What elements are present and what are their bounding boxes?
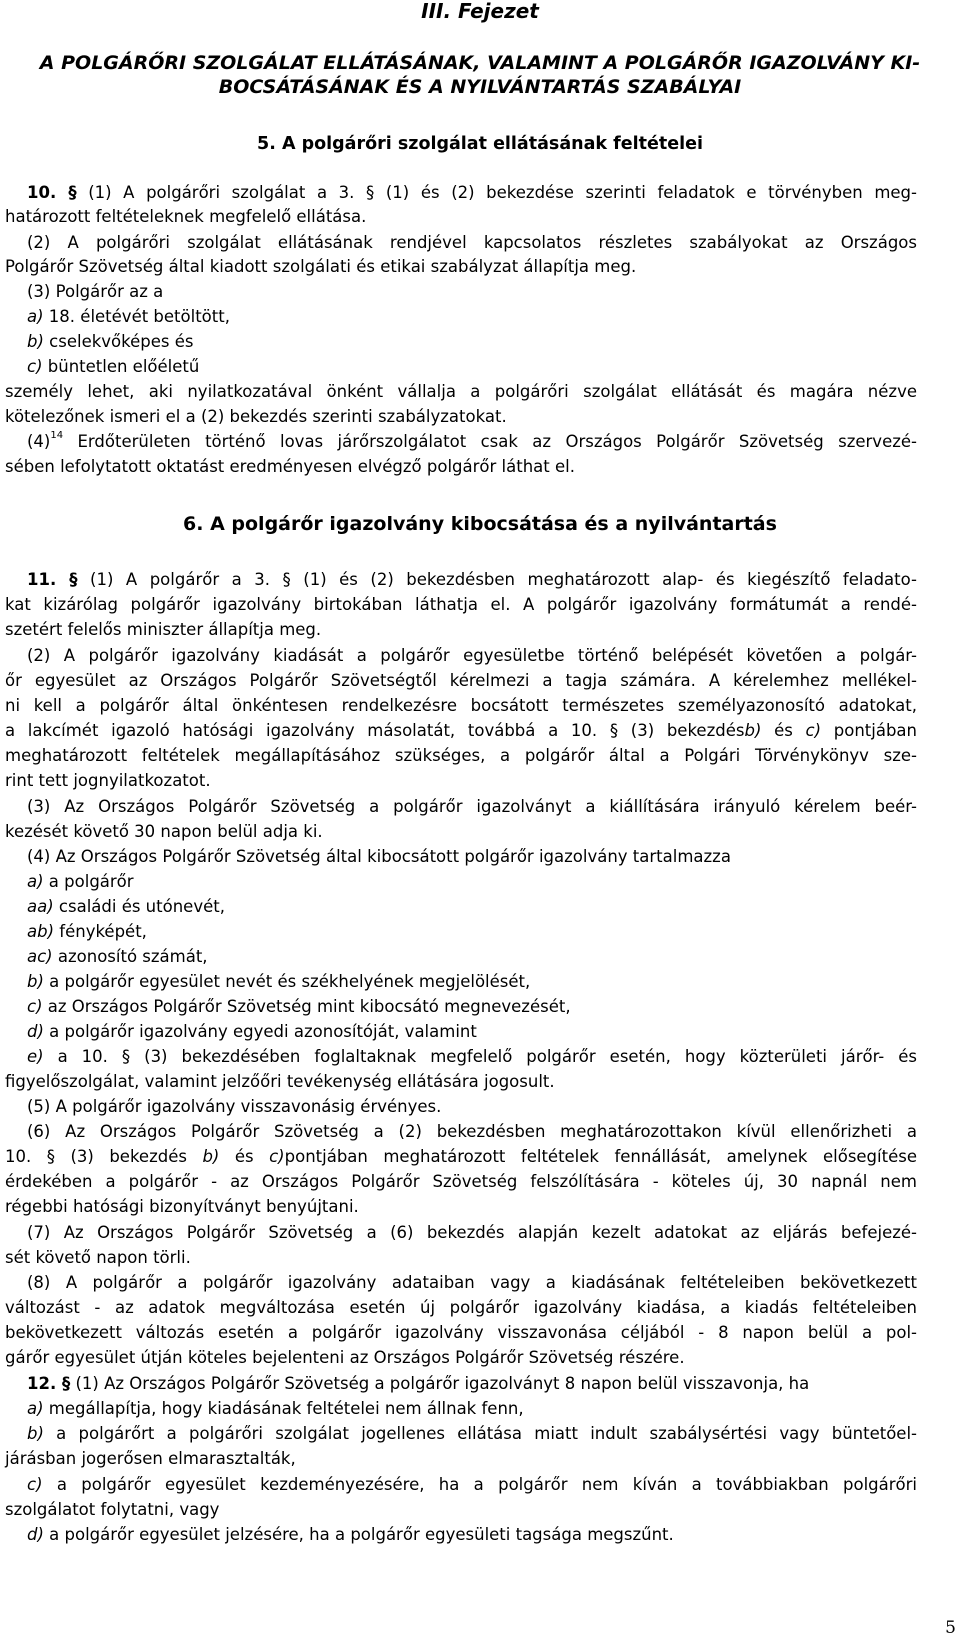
paragraph-10-3-line: kötelezőnek ismeri el a (2) bekezdés szerinti szabályzatokat.: [5, 407, 507, 426]
paragraph-11-6-line: (6) Az Országos Polgárőr Szövetség a (2) bekezdésben meghatározottakon kívül ellenőrizheti a: [27, 1122, 917, 1141]
paragraph-11-7-line: (7) Az Országos Polgárőr Szövetség a (6) bekezdés alapján kezelt adatokat az eljárás befejezé-: [27, 1223, 917, 1242]
paragraph-11-4-line: (4) Az Országos Polgárőr Szövetség által kibocsátott polgárőr igazolvány tartalmazza: [27, 847, 731, 866]
chapter-heading: III. Fejezet: [421, 0, 539, 23]
paragraph-11-2-line: ni kell a polgárőr által önkéntesen rendelkezésre bocsátott természetes személyazonosító adatokat,: [5, 696, 917, 715]
list-item: aa) családi és utónevét,: [27, 897, 225, 916]
paragraph-12-1-line: szolgálatot folytatni, vagy: [5, 1500, 220, 1519]
paragraph-11-8-line: (8) A polgárőr a polgárőr igazolvány adataiban vagy a kiadásának feltételeiben bekövetkezett: [27, 1273, 917, 1292]
list-item: c) a polgárőr egyesület kezdeményezésére, ha a polgárőr nem kíván a továbbiakban polgárőri: [27, 1475, 917, 1494]
paragraph-11-2-line: őr egyesület az Országos Polgárőr Szövetségtől kérelmezi a tagja számára. A kérelemhez mellékel-: [5, 671, 917, 690]
footnote-reference: 14: [50, 430, 64, 441]
list-item: c) az Országos Polgárőr Szövetség mint kibocsátó megnevezését,: [27, 997, 571, 1016]
section-5-heading: 5. A polgárőri szolgálat ellátásának feltételei: [257, 134, 703, 154]
section-6-heading: 6. A polgárőr igazolvány kibocsátása és a nyilvántartás: [183, 513, 777, 535]
list-item: a) megállapítja, hogy kiadásának feltételei nem állnak fenn,: [27, 1399, 524, 1418]
paragraph-11-3-line: kezését követő 30 napon belül adja ki.: [5, 822, 323, 841]
paragraph-12-1-line: 12. § (1) Az Országos Polgárőr Szövetség a polgárőr igazolványt 8 napon belül visszavonja, ha: [27, 1374, 810, 1393]
chapter-title-line-2: BOCSÁTÁSÁNAK ÉS A NYILVÁNTARTÁS SZABÁLYAI: [218, 76, 742, 98]
paragraph-11-1-line: 11. § (1) A polgárőr a 3. § (1) és (2) bekezdésben meghatározott alap- és kiegészítő feladato-: [27, 570, 917, 589]
paragraph-10-3-line: személy lehet, aki nyilatkozatával önként vállalja a polgárőri szolgálat ellátását és magára nézve: [5, 382, 917, 401]
paragraph-11-2-line: (2) A polgárőr igazolvány kiadását a polgárőr egyesületbe történő belépését követően a polgár-: [27, 646, 917, 665]
list-item: b) a polgárőr egyesület nevét és székhelyének megjelölését,: [27, 972, 531, 991]
paragraph-10-4-line: $(4)^{14}$ Erdőterületen történő lovas járőrszolgálatot csak az Országos Polgárőr Szövetség szervezé-: [27, 430, 917, 451]
list-item: ac) azonosító számát,: [27, 947, 208, 966]
paragraph-11-1-line: szetért felelős miniszter állapítja meg.: [5, 620, 322, 639]
list-item: b) cselekvőképes és: [27, 332, 194, 351]
paragraph-number: 12. §: [27, 1374, 71, 1393]
page-number: 5: [945, 1618, 956, 1638]
paragraph-11-2-line: meghatározott feltételek megállapításához szükséges, a polgárőr által a Polgári Törvénykönyv sze-: [5, 746, 917, 765]
list-item: d) a polgárőr egyesület jelzésére, ha a polgárőr egyesületi tagsága megszűnt.: [27, 1525, 674, 1544]
list-item: a) a polgárőr: [27, 872, 134, 891]
paragraph-10-2-line: (2) A polgárőri szolgálat ellátásának rendjével kapcsolatos részletes szabályokat az Országos: [27, 233, 917, 252]
paragraph-11-7-line: sét követő napon törli.: [5, 1248, 191, 1267]
paragraph-11-2-line: rint tett jognyilatkozatot.: [5, 771, 211, 790]
list-item: b) a polgárőrt a polgárőri szolgálat jogellenes ellátása miatt indult szabálysértési vagy büntetőel-: [27, 1424, 917, 1443]
paragraph-11-5-line: (5) A polgárőr igazolvány visszavonásig érvényes.: [27, 1097, 442, 1116]
paragraph-10-2-line: Polgárőr Szövetség által kiadott szolgálati és etikai szabályzat állapítja meg.: [5, 257, 637, 276]
chapter-title-line-1: A POLGÁRŐRI SZOLGÁLAT ELLÁTÁSÁNAK, VALAMINT A POLGÁRŐR IGAZOLVÁNY KI-: [39, 52, 921, 74]
paragraph-number: 11. §: [27, 570, 78, 589]
list-item: ab) fényképét,: [27, 922, 147, 941]
list-item: e) a 10. § (3) bekezdésében foglaltaknak megfelelő polgárőr esetén, hogy közterületi járőr- és: [27, 1047, 917, 1066]
paragraph-10-1-line: 10. § (1) A polgárőri szolgálat a 3. § (1) és (2) bekezdése szerinti feladatok e törvényben meg-: [27, 183, 917, 202]
paragraph-10-4-line: sében lefolytatott oktatást eredményesen elvégző polgárőr láthat el.: [5, 457, 575, 476]
paragraph-11-4-line: figyelőszolgálat, valamint jelzőőri tevékenység ellátására jogosult.: [5, 1072, 555, 1091]
paragraph-11-8-line: bekövetkezett változás esetén a polgárőr igazolvány visszavonása céljából - 8 napon belül a pol-: [5, 1323, 917, 1342]
paragraph-10-3-line: (3) Polgárőr az a: [27, 282, 164, 301]
paragraph-11-2-line: a lakcímét igazoló hatósági igazolvány másolatát, továbbá a 10. § (3) bekezdésb) és c) pontjában: [5, 721, 917, 740]
paragraph-11-6-line: 10. § (3) bekezdés b) és c)pontjában meghatározott feltételek fennállását, amelynek elősegítése: [5, 1147, 917, 1166]
paragraph-11-8-line: változást - az adatok megváltozása esetén új polgárőr igazolvány kiadása, a kiadás feltételeiben: [5, 1298, 917, 1317]
paragraph-12-1-line: járásban jogerősen elmarasztalták,: [5, 1449, 296, 1468]
list-item: d) a polgárőr igazolvány egyedi azonosítóját, valamint: [27, 1022, 477, 1041]
list-item: a) 18. életévét betöltött,: [27, 307, 230, 326]
paragraph-10-1-line: határozott feltételeknek megfelelő ellátása.: [5, 207, 367, 226]
paragraph-11-1-line: kat kizárólag polgárőr igazolvány birtokában láthatja el. A polgárőr igazolvány formátumát a rendé-: [5, 595, 917, 614]
paragraph-number: 10. §: [27, 183, 77, 202]
paragraph-11-6-line: érdekében a polgárőr - az Országos Polgárőr Szövetség felszólítására - köteles új, 30 napnál nem: [5, 1172, 917, 1191]
list-item: c) büntetlen előéletű: [27, 357, 200, 376]
paragraph-11-6-line: régebbi hatósági bizonyítványt benyújtani.: [5, 1197, 359, 1216]
paragraph-11-3-line: (3) Az Országos Polgárőr Szövetség a polgárőr igazolványt a kiállítására irányuló kérelem beér-: [27, 797, 917, 816]
paragraph-11-8-line: gárőr egyesület útján köteles bejelenteni az Országos Polgárőr Szövetség részére.: [5, 1348, 685, 1367]
